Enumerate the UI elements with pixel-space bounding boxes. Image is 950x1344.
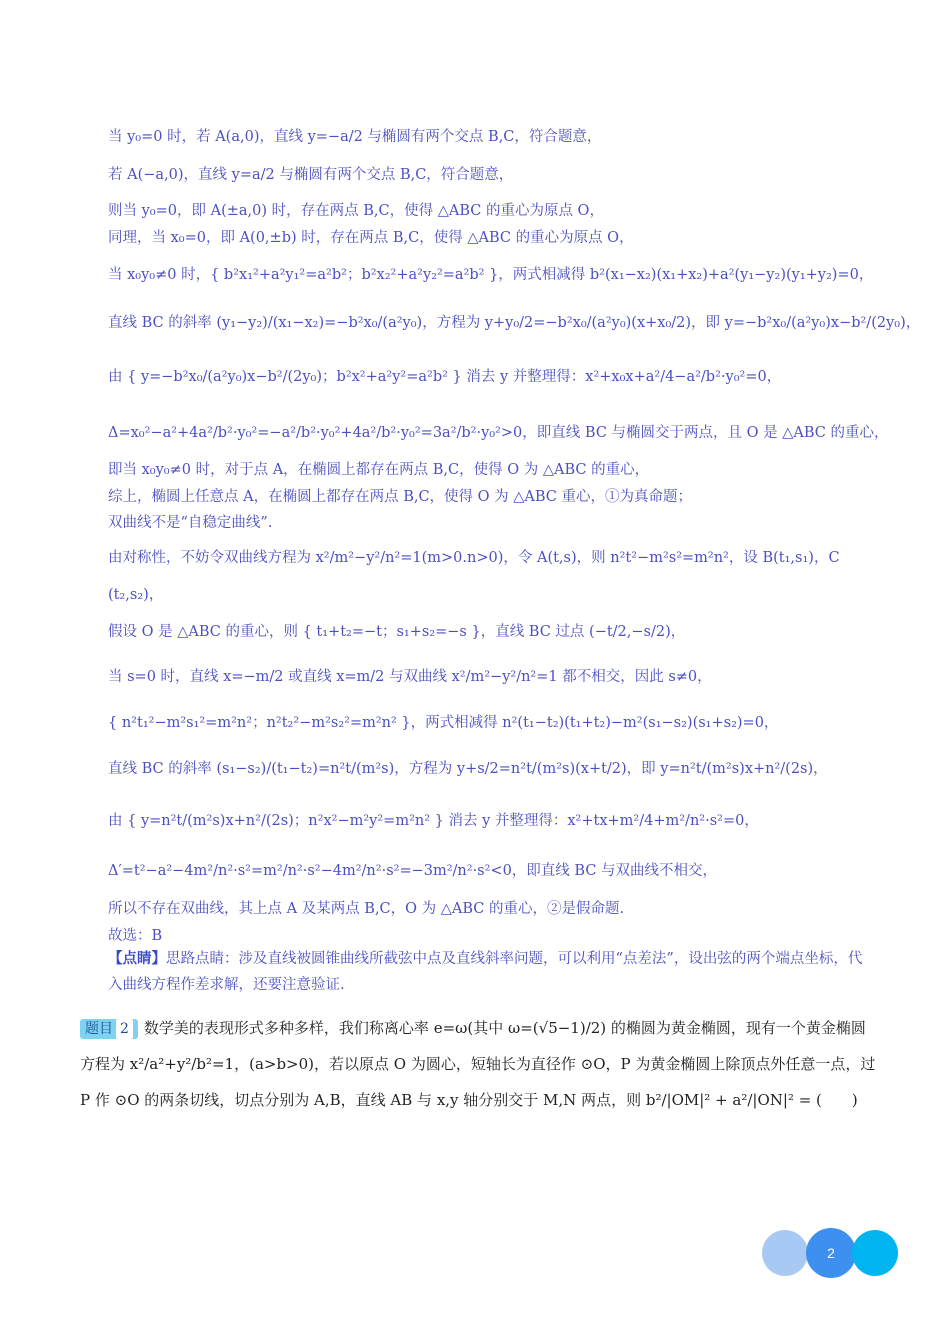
insight-label: 【点睛】 bbox=[108, 950, 166, 967]
solution-line: (t₂,s₂)， bbox=[108, 587, 164, 603]
solution-line: 当 s=0 时，直线 x=−m/2 或直线 x=m/2 与双曲线 x²/m²−y²/n²=1 都不相交，因此 s≠0， bbox=[108, 669, 712, 685]
solution-line: 综上，椭圆上任意点 A，在椭圆上都存在两点 B,C，使得 O 为 △ABC 重心，①为真命题； bbox=[108, 489, 693, 505]
question-tag-label: 题目 bbox=[85, 1021, 113, 1037]
solution-line: 同理，当 x₀=0，即 A(0,±b) 时，存在两点 B,C，使得 △ABC 的重心为原点 O， bbox=[108, 230, 634, 246]
insight-text: 思路点睛：涉及直线被圆锥曲线所截弦中点及直线斜率问题，可以利用“点差法”，设出弦的两个端点坐标，代入曲线方程作差求解，还要注意验证. bbox=[108, 951, 863, 993]
solution-line: 由对称性，不妨令双曲线方程为 x²/m²−y²/n²=1(m>0.n>0)，令 A(t,s)，则 n²t²−m²s²=m²n²，设 B(t₁,s₁)，C bbox=[108, 550, 840, 566]
solution-line: 直线 BC 的斜率 (s₁−s₂)/(t₁−t₂)=n²t/(m²s)，方程为 y+s/2=n²t/(m²s)(x+t/2)，即 y=n²t/(m²s)x+n²/(2s)， bbox=[108, 761, 828, 777]
question-number: 2 bbox=[116, 1019, 133, 1039]
question-tag bbox=[80, 1019, 138, 1039]
solution-line: Δ=x₀²−a²+4a²/b²·y₀²=−a²/b²·y₀²+4a²/b²·y₀²=3a²/b²·y₀²>0，即直线 BC 与椭圆交于两点，且 O 是 △ABC 的重心， bbox=[108, 425, 889, 441]
page-number: 2 bbox=[806, 1228, 856, 1278]
question-block bbox=[80, 1010, 880, 1118]
solution-line: 假设 O 是 △ABC 的重心，则 { t₁+t₂=−t；s₁+s₂=−s }，直线 BC 过点 (−t/2,−s/2)， bbox=[108, 624, 686, 640]
solution-line: Δ′=t²−a²−4m²/n²·s²=m²/n²·s²−4m²/n²·s²=−3m²/n²·s²<0，即直线 BC 与双曲线不相交， bbox=[108, 863, 718, 879]
solution-line: 所以不存在双曲线，其上点 A 及某两点 B,C，O 为 △ABC 的重心，②是假命题. bbox=[108, 901, 625, 917]
solution-line: 双曲线不是“自稳定曲线”. bbox=[108, 515, 273, 531]
solution-line: 即当 x₀y₀≠0 时，对于点 A，在椭圆上都存在两点 B,C，使得 O 为 △ABC 的重心， bbox=[108, 462, 650, 478]
solution-line: 当 x₀y₀≠0 时，{ b²x₁²+a²y₁²=a²b²；b²x₂²+a²y₂²=a²b² }，两式相减得 b²(x₁−x₂)(x₁+x₂)+a²(y₁−y₂)(y₁+y₂)=0， bbox=[108, 267, 874, 283]
question-text: 数学美的表现形式多种多样，我们称离心率 e=ω(其中 ω=(√5−1)/2) 的椭圆为黄金椭圆，现有一个黄金椭圆方程为 x²/a²+y²/b²=1，(a>b>0)，若以原点 O 为圆心，短轴长为直径作 ⊙O，P 为黄金椭圆上除顶点外任意一点，过 P 作 ⊙O 的两条切线，切点分别为 A,B，直线 AB 与 x,y 轴分别交于 M,N 两点，则 b²/|OM|² + a²/|ON|² = ( ) bbox=[80, 1019, 876, 1109]
insight-note bbox=[108, 946, 868, 998]
solution-line: 当 y₀=0 时，若 A(a,0)，直线 y=−a/2 与椭圆有两个交点 B,C，符合题意， bbox=[108, 129, 602, 145]
solution-line: 由 { y=n²t/(m²s)x+n²/(2s)；n²x²−m²y²=m²n² } 消去 y 并整理得：x²+tx+m²/4+m²/n²·s²=0， bbox=[108, 813, 759, 829]
page-decoration-circle bbox=[762, 1230, 808, 1276]
solution-line: 直线 BC 的斜率 (y₁−y₂)/(x₁−x₂)=−b²x₀/(a²y₀)，方程为 y+y₀/2=−b²x₀/(a²y₀)(x+x₀/2)，即 y=−b²x₀/(a²y₀)x−b²/(2y₀)， bbox=[108, 315, 921, 331]
solution-line: { n²t₁²−m²s₁²=m²n²；n²t₂²−m²s₂²=m²n² }，两式相减得 n²(t₁−t₂)(t₁+t₂)−m²(s₁−s₂)(s₁+s₂)=0， bbox=[108, 715, 779, 731]
solution-line: 由 { y=−b²x₀/(a²y₀)x−b²/(2y₀)；b²x²+a²y²=a²b² } 消去 y 并整理得：x²+x₀x+a²/4−a²/b²·y₀²=0， bbox=[108, 369, 782, 385]
solution-line: 则当 y₀=0，即 A(±a,0) 时，存在两点 B,C，使得 △ABC 的重心为原点 O， bbox=[108, 203, 604, 219]
page-decoration-circle bbox=[852, 1230, 898, 1276]
solution-line: 若 A(−a,0)，直线 y=a/2 与椭圆有两个交点 B,C，符合题意， bbox=[108, 167, 514, 183]
solution-line: 故选：B bbox=[108, 928, 163, 944]
